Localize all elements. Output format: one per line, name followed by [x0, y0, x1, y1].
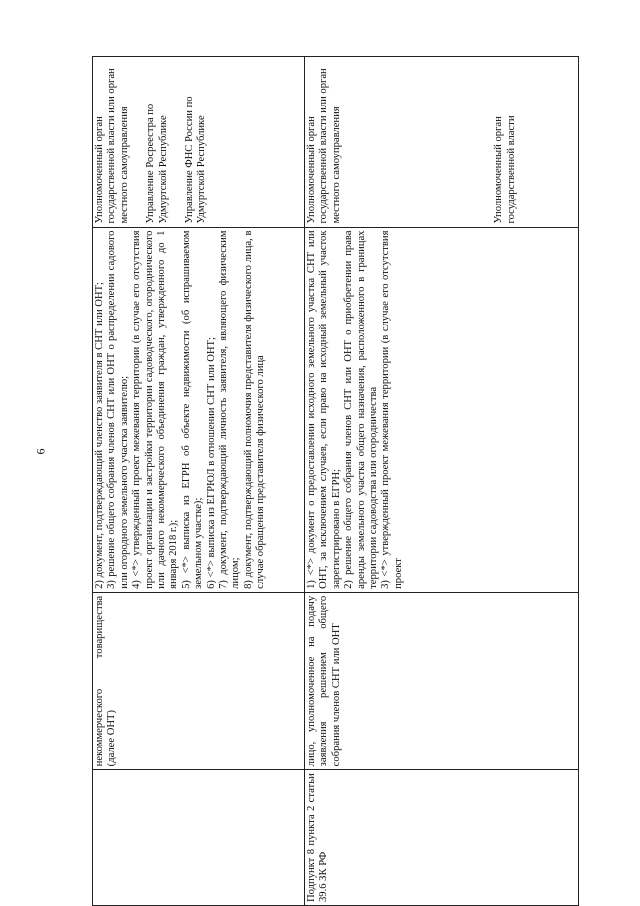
basis-cell: Подпункт 8 пункта 2 статьи 39.6 ЗК РФ — [305, 770, 579, 906]
list-item: 1) <*> документ о предоставлении исходного земельного участка СНТ или ОНТ, за исключением случаев, если право на исходный земельный участок зарегистрировано в ЕГРН; — [306, 230, 342, 589]
authority-item: Управление ФНС России по Удмуртской Республике — [184, 96, 208, 224]
list-item: 3) <*> утвержденный проект межевания территории (в случае его отсутствия проект — [380, 230, 404, 589]
list-item: 5) <*> выписка из ЕГРН об объекте недвижимости (об испрашиваемом земельном участке); — [180, 230, 205, 589]
documents-cell — [93, 227, 305, 592]
basis-cell — [93, 770, 305, 906]
authorities-cell — [93, 57, 305, 228]
authorities-cell — [305, 57, 579, 228]
applicant-cell: некоммерческого товарищества (далее ОНТ) — [93, 592, 305, 769]
documents-cell — [305, 227, 579, 592]
list-item: 6) <*> выписка из ЕГРЮЛ в отношении СНТ или ОНТ; — [205, 337, 217, 589]
list-item: 3) решение общего собрания членов СНТ или ОНТ о распределении садового или огородного земельного участка заявителю; — [106, 230, 130, 589]
list-item: 8) документ, подтверждающий полномочия представителя физического лица, в случае обращения представителя физического лица — [242, 230, 267, 589]
list-item: 7) документ, подтверждающий личность заявителя, являющего физическим лицом; — [218, 230, 242, 589]
list-item: 4) <*> утвержденный проект межевания территории (в случае его отсутствия проект организации и застройки территории садоводческого, огороднического или дачного некоммерческого объединения граждан, утвержденного до 1 января 2018 г.); — [131, 230, 180, 589]
rotated-page — [92, 56, 578, 906]
table-row — [305, 57, 579, 906]
list-item: 2) решение общего собрания членов СНТ или ОНТ о приобретении права аренды земельного участка общего назначения, расположенного в границах территории садоводства или огородничества — [343, 230, 380, 589]
applicant-cell: лицо, уполномоченное на подачу заявления решением общего собрания членов СНТ или ОНТ — [305, 592, 579, 769]
documents-table — [92, 56, 579, 906]
authority-item: Уполномоченный орган государственной власти или орган местного самоуправления — [94, 68, 130, 224]
authority-item: Уполномоченный орган государственной власти или орган местного самоуправления — [306, 68, 342, 224]
authority-item: Управление Росреестра по Удмуртской Республике — [145, 103, 169, 224]
list-item: 2) документ, подтверждающий членство заявителя в СНТ или ОНТ; — [94, 282, 105, 589]
page-number: 6 — [33, 448, 48, 455]
table-row — [93, 57, 305, 906]
authority-item: Уполномоченный орган государственной власти — [493, 115, 517, 224]
